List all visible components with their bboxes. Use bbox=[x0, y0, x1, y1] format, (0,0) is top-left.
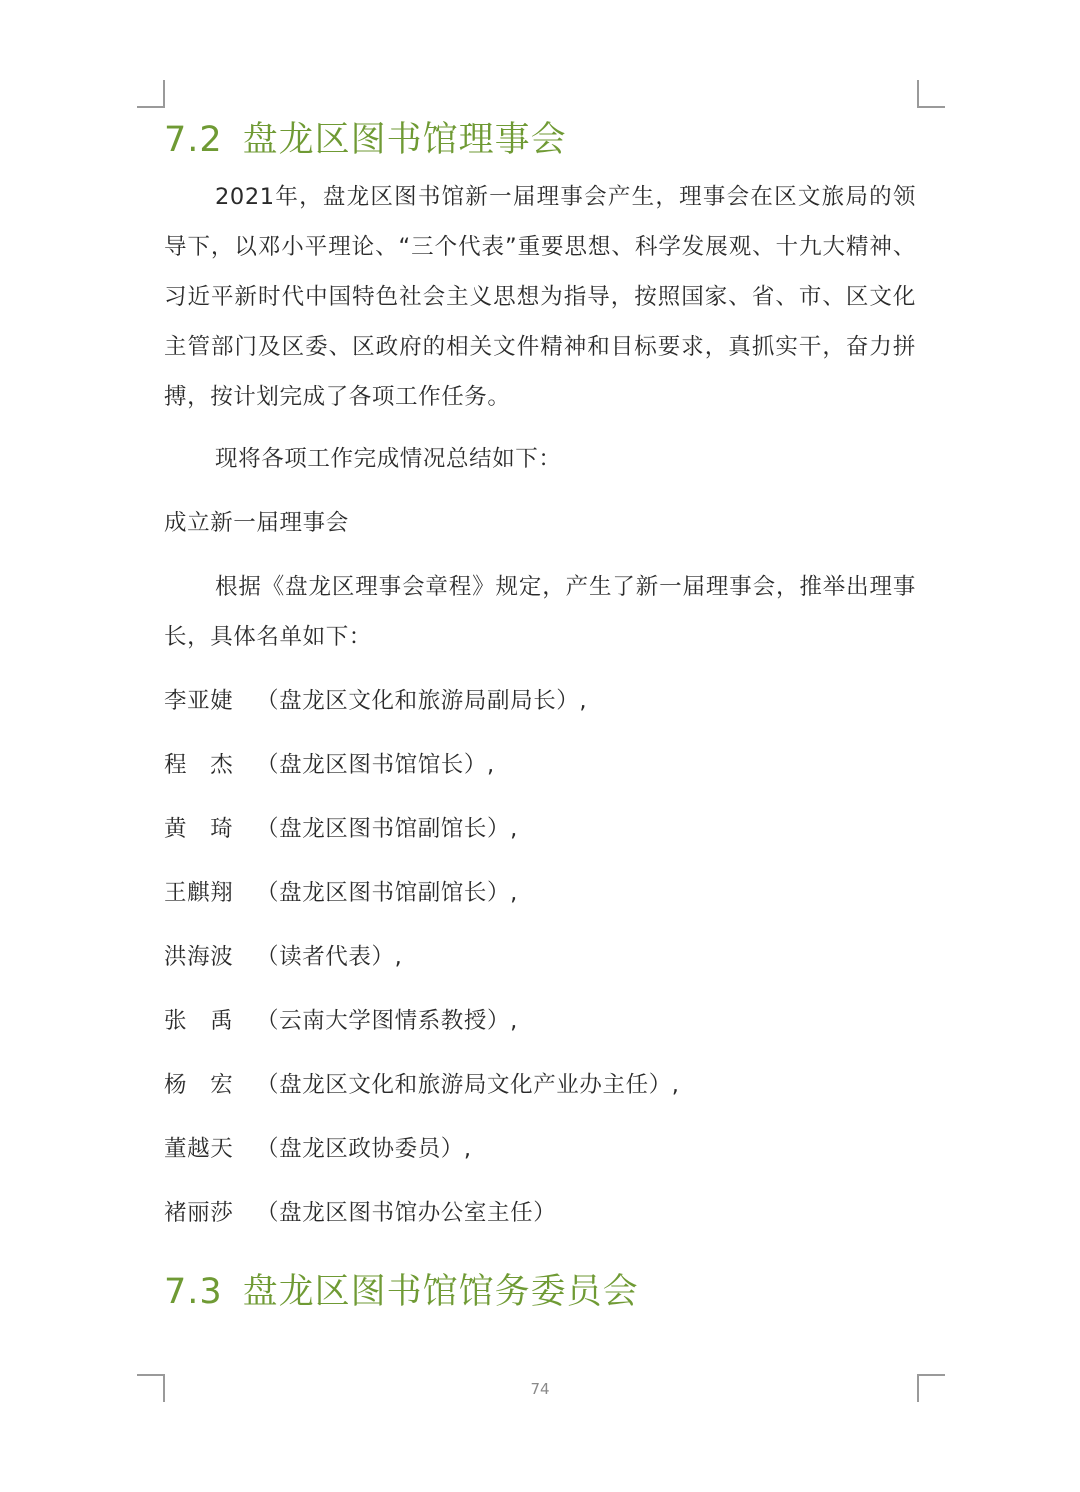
member-item bbox=[164, 814, 518, 844]
member-role: （盘龙区文化和旅游局文化产业办主任）, bbox=[256, 1072, 680, 1098]
member-item bbox=[164, 878, 518, 908]
intro-line: 现将各项工作完成情况总结如下： bbox=[215, 446, 562, 472]
member-role: （盘龙区文化和旅游局副局长）, bbox=[256, 688, 588, 714]
member-item bbox=[164, 1198, 556, 1228]
member-name: 程 杰 bbox=[164, 752, 234, 778]
member-item bbox=[164, 750, 495, 780]
member-name: 杨 宏 bbox=[164, 1072, 234, 1098]
body-paragraph-members-intro: 根据《盘龙区理事会章程》规定，产生了新一届理事会，推举出理事长，具体名单如下： bbox=[164, 574, 916, 650]
member-role: （读者代表）, bbox=[256, 944, 403, 970]
member-role: （盘龙区图书馆馆长）, bbox=[256, 752, 495, 778]
member-item bbox=[164, 942, 402, 972]
member-role: （云南大学图情系教授）, bbox=[256, 1008, 518, 1034]
crop-mark-top-right bbox=[917, 80, 945, 108]
member-role: （盘龙区政协委员）, bbox=[256, 1136, 472, 1162]
member-name: 黄 琦 bbox=[164, 816, 234, 842]
page-number: 74 bbox=[530, 1380, 550, 1398]
section-number: 7.2 bbox=[164, 120, 223, 160]
subheading: 成立新一届理事会 bbox=[164, 510, 349, 536]
member-name: 王麒翔 bbox=[164, 880, 234, 906]
member-role: （盘龙区图书馆办公室主任） bbox=[256, 1200, 557, 1226]
member-item bbox=[164, 1006, 518, 1036]
section-title: 盘龙区图书馆理事会 bbox=[242, 120, 567, 160]
member-item bbox=[164, 1134, 472, 1164]
member-name: 张 禹 bbox=[164, 1008, 234, 1034]
member-name: 李亚婕 bbox=[164, 688, 234, 714]
section-heading-7-2 bbox=[164, 112, 567, 162]
crop-mark-top-left bbox=[137, 80, 165, 108]
section-heading-7-3 bbox=[164, 1264, 639, 1314]
member-name: 董越天 bbox=[164, 1136, 234, 1162]
section-number: 7.3 bbox=[164, 1272, 223, 1312]
member-name: 洪海波 bbox=[164, 944, 234, 970]
member-item bbox=[164, 686, 587, 716]
member-role: （盘龙区图书馆副馆长）, bbox=[256, 880, 518, 906]
member-role: （盘龙区图书馆副馆长）, bbox=[256, 816, 518, 842]
section-title: 盘龙区图书馆馆务委员会 bbox=[242, 1272, 639, 1312]
body-paragraph: 2021年，盘龙区图书馆新一届理事会产生，理事会在区文旅局的领导下，以邓小平理论、“三个代表”重要思想、科学发展观、十九大精神、习近平新时代中国特色社会主义思想为指导，按照国家、省、市、区文化主管部门及区委、区政府的相关文件精神和目标要求，真抓实干，奋力拼搏，按计划完成了各项工作任务。 bbox=[164, 184, 916, 410]
member-name: 褚丽莎 bbox=[164, 1200, 234, 1226]
member-item bbox=[164, 1070, 680, 1100]
